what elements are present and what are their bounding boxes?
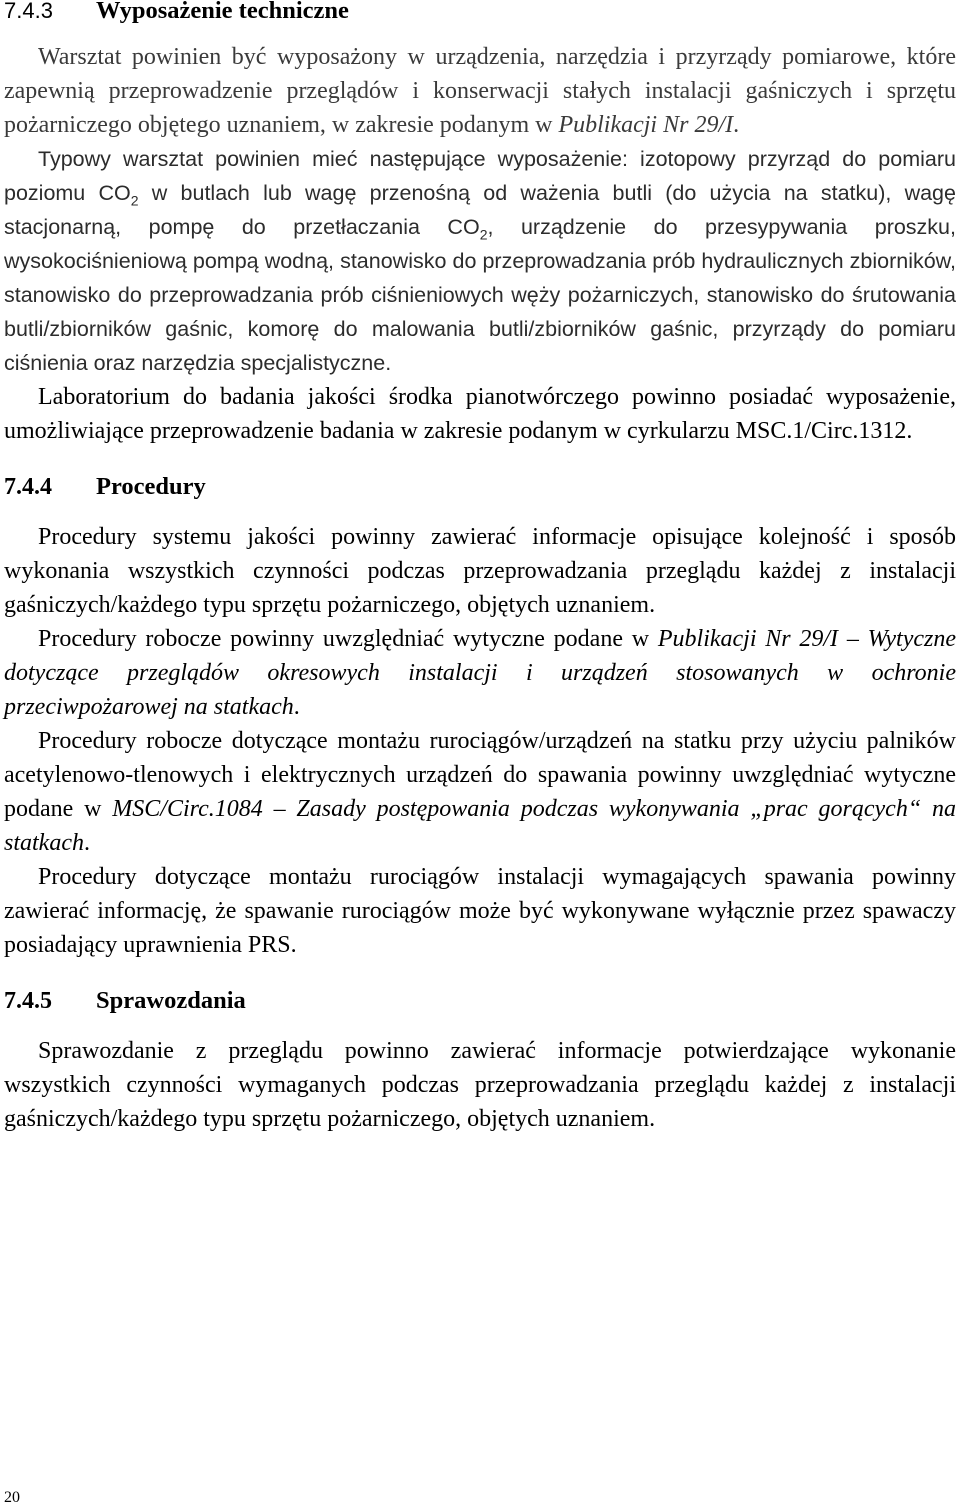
section-number: 7.4.3 xyxy=(4,0,53,23)
paragraph-pipe-welding: Procedury dotyczące montażu rurociągów instalacji wymagających spawania powinny zawierać informację, że spawanie rurociągów może być wykonywane wyłącznie przez spawaczy posiadający uprawnienia PRS. xyxy=(4,864,956,958)
paragraph-text: . xyxy=(293,694,300,720)
section-number: 7.4.4 xyxy=(4,474,52,500)
section-title: Procedury xyxy=(96,473,206,500)
section-heading-7-4-4 xyxy=(4,472,956,502)
paragraph-quality-procedures: Procedury systemu jakości powinny zawierać informacje opisujące kolejność i sposób wykonania wszystkich czynności podczas przeprowadzania przeglądu każdej z instalacji gaśniczych/każdego typu sprzętu pożarniczego, objętych uznaniem. xyxy=(4,524,956,618)
paragraph-equipment-intro xyxy=(4,40,956,142)
paragraph-welding-procedures xyxy=(4,724,956,860)
section-title: Sprawozdania xyxy=(96,987,246,1014)
paragraph-working-procedures xyxy=(4,622,956,724)
publication-reference: Publikacji Nr 29/I xyxy=(558,112,734,138)
paragraph-text: w butlach lub wagę przenośną od ważenia butli (do użycia na statku), wagę stacjonarną, pompę do przetłaczania CO xyxy=(4,181,956,239)
section-title: Wyposażenie techniczne xyxy=(96,0,349,24)
paragraph-text: Procedury robocze dotyczące montażu rurociągów/urządzeń na statku przy użyciu palników acetylenowo-tlenowych i elektrycznych urządzeń do spawania powinny uwzględniać wytyczne podane w xyxy=(4,728,956,822)
paragraph-report: Sprawozdanie z przeglądu powinno zawierać informacje potwierdzające wykonanie wszystkich czynności wymaganych podczas przeprowadzania przeglądu każdej z instalacji gaśniczych/każdego typu sprzętu pożarniczego, objętych uznaniem. xyxy=(4,1038,956,1132)
paragraph-laboratory: Laboratorium do badania jakości środka pianotwórczego powinno posiadać wyposażenie, umożliwiające przeprowadzenie badania w zakresie podanym w cyrkularzu MSC.1/Circ.1312. xyxy=(4,384,956,444)
section-number: 7.4.5 xyxy=(4,988,52,1014)
paragraph-text: . xyxy=(83,830,90,856)
document-page xyxy=(4,0,956,1136)
paragraph-text: Procedury robocze powinny uwzględniać wytyczne podane w xyxy=(38,626,658,652)
circular-reference: MSC/Circ.1084 – Zasady postępowania podczas wykonywania „prac gorących“ na statkach xyxy=(4,796,956,856)
paragraph-text: . xyxy=(733,112,740,138)
subscript: 2 xyxy=(479,226,488,243)
paragraph-typical-workshop xyxy=(4,142,956,380)
subscript: 2 xyxy=(130,192,139,209)
page-number: 20 xyxy=(4,1489,20,1506)
publication-reference: Publikacji Nr 29/I – Wytyczne dotyczące przeglądów okresowych instalacji i urządzeń stosowanych w ochronie przeciwpożarowej na statkach xyxy=(4,626,956,720)
section-heading-7-4-5 xyxy=(4,986,956,1016)
paragraph-text: Typowy warsztat powinien mieć następujące wyposażenie: izotopowy przyrząd do pomiaru poziomu CO xyxy=(4,147,956,205)
paragraph-text: , urządzenie do przesypywania proszku, wysokociśnieniową pompą wodną, stanowisko do przeprowadzania prób hydraulicznych zbiorników, stanowisko do przeprowadzania prób ciśnieniowych węży pożarniczych, stanowisko do śrutowania butli/zbiorników gaśnic, komorę do malowania butli/zbiorników gaśnic, przyrządy do pomiaru ciśnienia oraz narzędzia specjalistyczne. xyxy=(4,215,956,375)
section-heading-7-4-3 xyxy=(4,0,956,24)
paragraph-text: Warsztat powinien być wyposażony w urządzenia, narzędzia i przyrządy pomiarowe, które zapewnią przeprowadzenie przeglądów i konserwacji stałych instalacji gaśniczych i sprzętu pożarniczego objętego uznaniem, w zakresie podanym w xyxy=(4,44,956,138)
